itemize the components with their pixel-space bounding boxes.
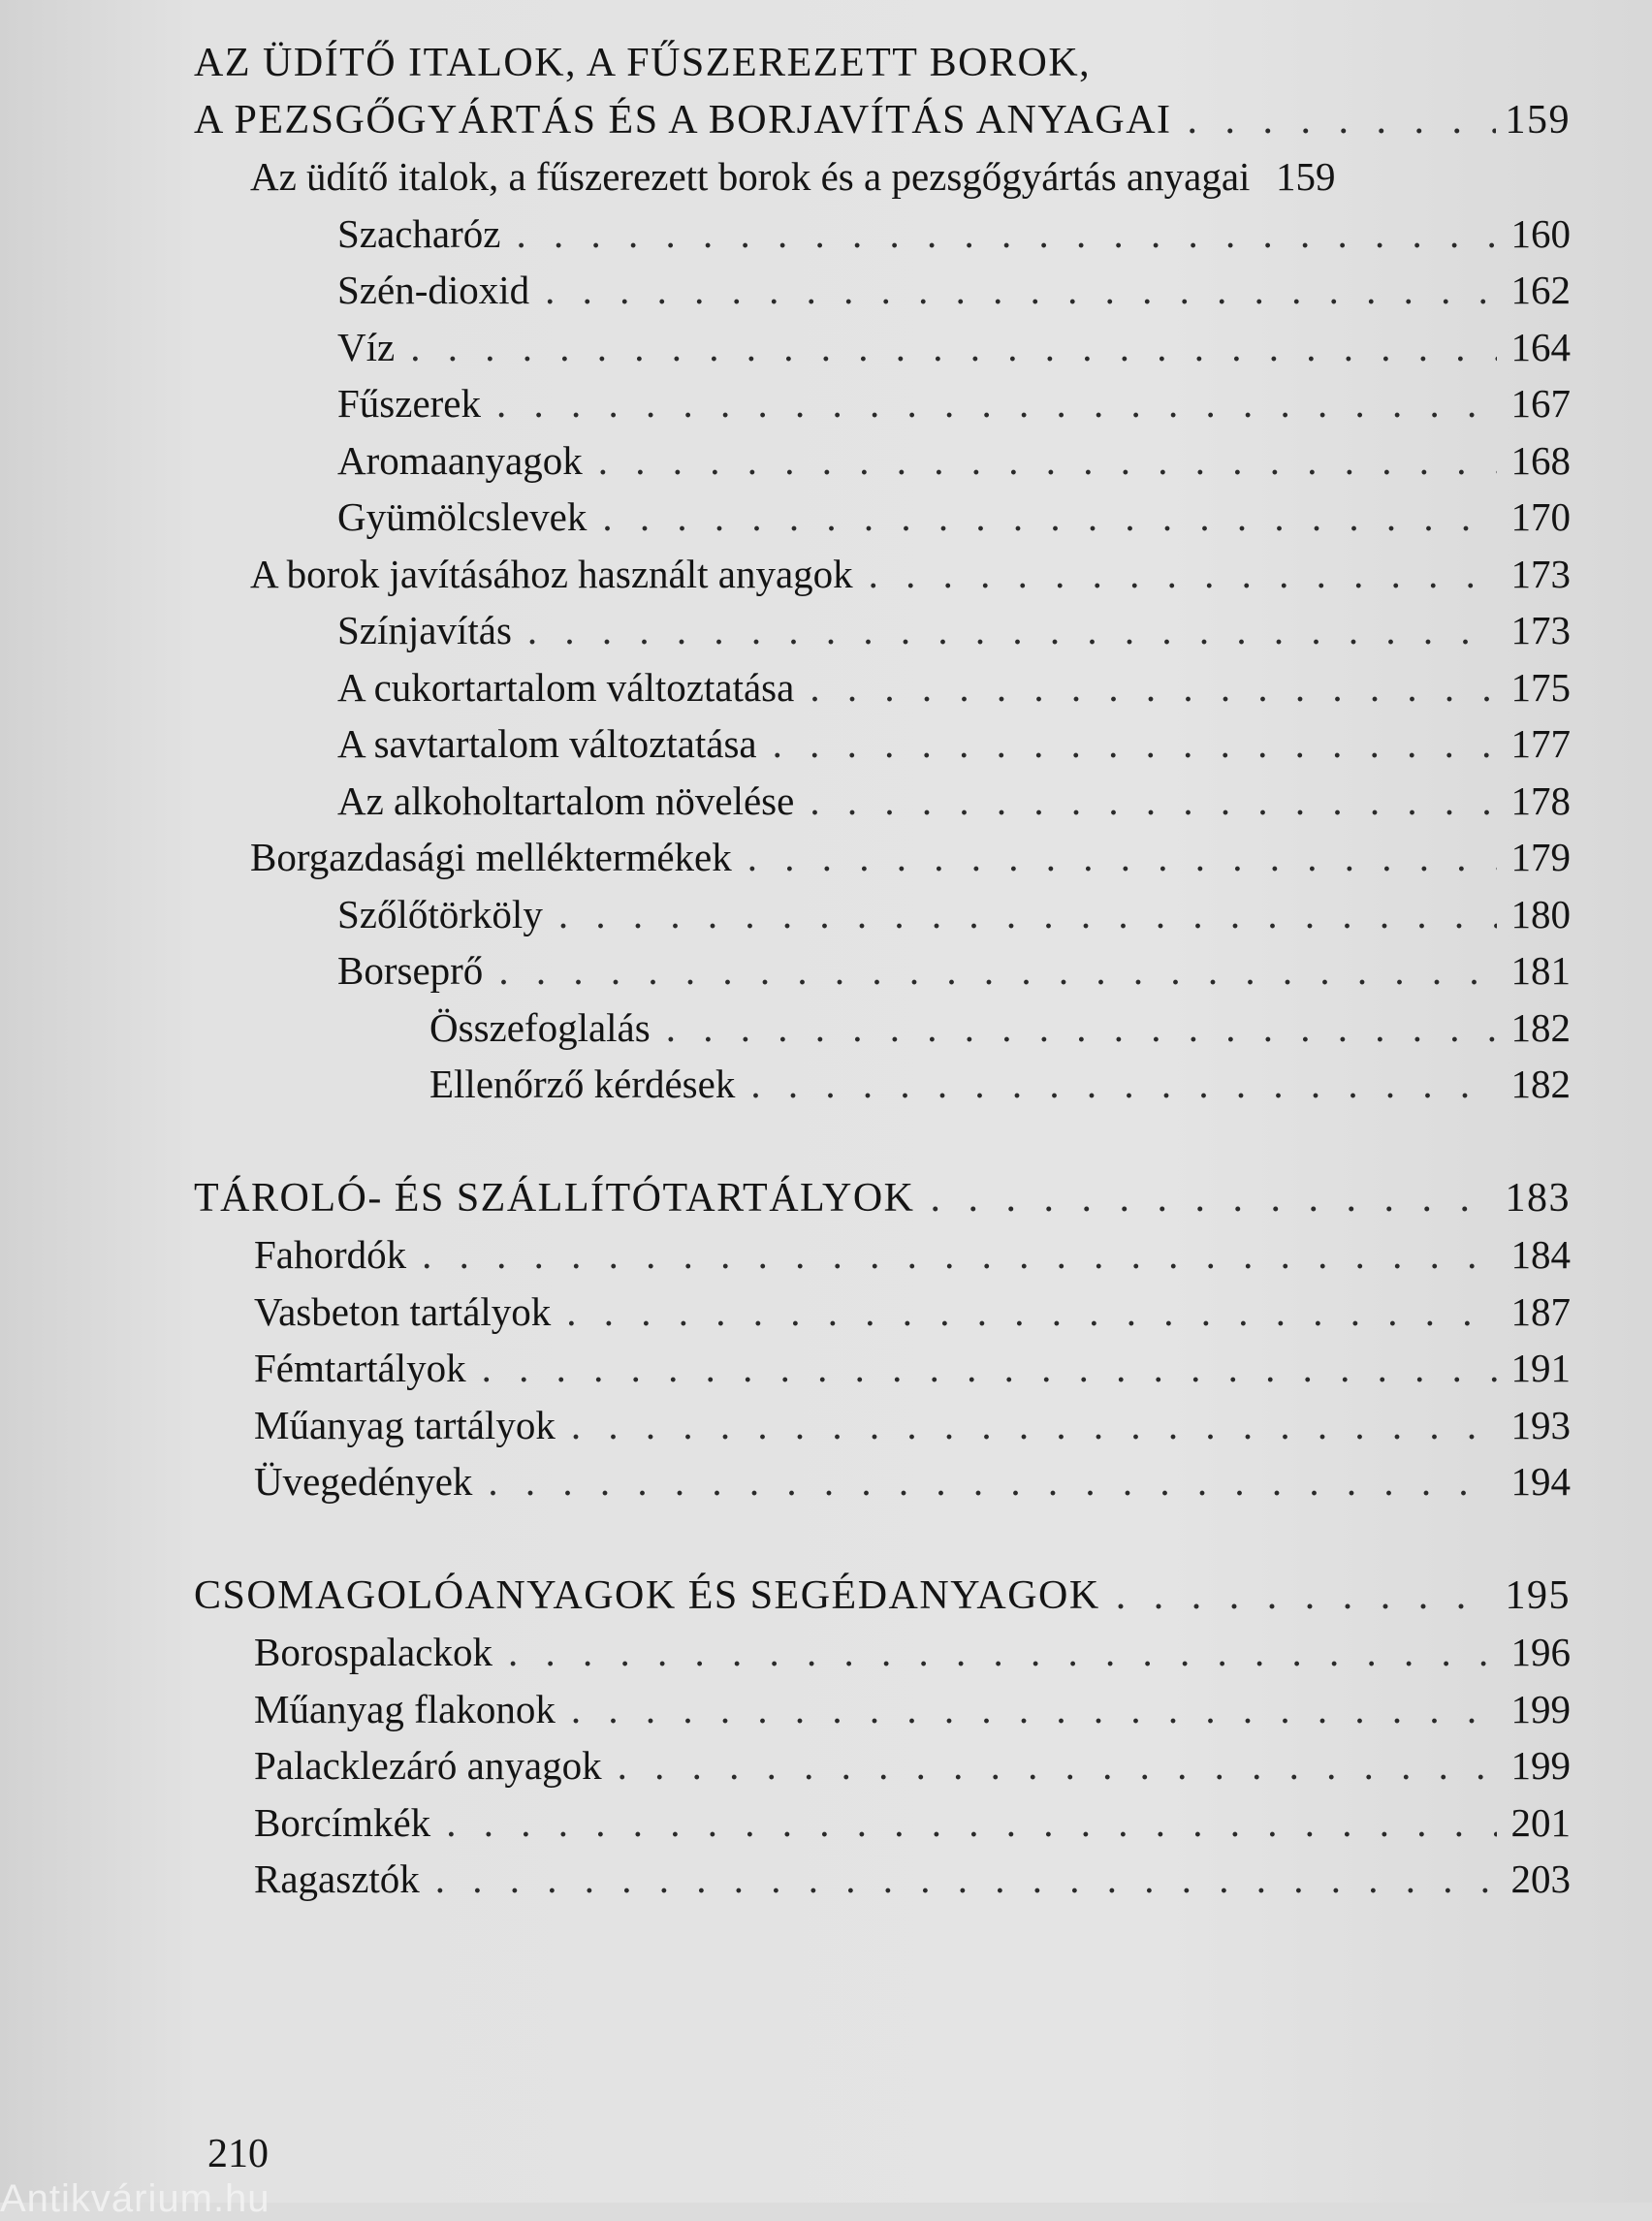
- entry-title: Műanyag tartályok: [254, 1402, 556, 1447]
- page-ref: 203: [1510, 1856, 1571, 1901]
- page-ref: 193: [1510, 1402, 1571, 1447]
- page-ref: 199: [1510, 1686, 1571, 1731]
- entry-title: Ellenőrző kérdések: [429, 1062, 736, 1106]
- dot-leader: [750, 1056, 1497, 1113]
- toc-entry: [194, 1226, 1571, 1284]
- page-ref: 191: [1510, 1346, 1571, 1390]
- dot-leader: [498, 942, 1497, 999]
- chapter-title: TÁROLÓ- ÉS SZÁLLÍTÓTARTÁLYOK: [194, 1175, 915, 1221]
- toc-chapter-entry: [194, 92, 1571, 149]
- toc-entry: [194, 432, 1571, 490]
- dot-leader: [931, 1170, 1496, 1227]
- toc-entry: [194, 1737, 1571, 1794]
- toc-entry: [194, 1681, 1571, 1738]
- dot-leader: [422, 1226, 1497, 1284]
- entry-title: Szén-dioxid: [337, 268, 530, 312]
- page-ref: 182: [1510, 1062, 1571, 1106]
- page-ref: 184: [1510, 1232, 1571, 1277]
- page-ref: 180: [1510, 891, 1571, 936]
- dot-leader: [773, 715, 1497, 773]
- entry-title: Borgazdasági melléktermékek: [250, 835, 732, 879]
- dot-leader: [747, 829, 1497, 886]
- toc-entry: [194, 715, 1571, 773]
- entry-title: Palacklezáró anyagok: [254, 1743, 602, 1788]
- dot-leader: [482, 1340, 1497, 1397]
- page-ref: 159: [1275, 154, 1336, 199]
- toc-entry: [194, 489, 1571, 546]
- page-ref: 173: [1510, 608, 1571, 652]
- page-ref: 179: [1510, 835, 1571, 879]
- dot-leader: [618, 1737, 1497, 1794]
- page-ref: 175: [1510, 664, 1571, 710]
- chapter-title: CSOMAGOLÓANYAGOK ÉS SEGÉDANYAGOK: [194, 1572, 1100, 1618]
- dot-leader: [488, 1453, 1497, 1510]
- entry-title: Az üdítő italok, a fűszerezett borok és a pezsgőgyártás anyagai: [250, 154, 1251, 199]
- dot-leader: [545, 262, 1497, 319]
- toc-entry: [194, 1453, 1571, 1510]
- dot-leader: [869, 546, 1497, 603]
- page-ref: 164: [1510, 324, 1571, 369]
- page-ref: 196: [1510, 1630, 1571, 1674]
- entry-title: Fémtartályok: [254, 1346, 466, 1390]
- entry-title: Az alkoholtartalom növelése: [337, 777, 795, 823]
- dot-leader: [516, 206, 1497, 263]
- toc-entry: [194, 602, 1571, 659]
- page-ref: 194: [1510, 1459, 1571, 1504]
- dot-leader: [666, 999, 1497, 1057]
- toc-chapter-entry: [194, 1170, 1571, 1227]
- entry-title: A borok javításához használt anyagok: [250, 551, 853, 596]
- toc-entry: [194, 1851, 1571, 1908]
- toc-entry: [194, 829, 1571, 886]
- page-ref: 173: [1510, 551, 1571, 596]
- dot-leader: [410, 319, 1497, 376]
- toc-entry: [194, 942, 1571, 999]
- dot-leader: [598, 432, 1497, 490]
- entry-title: Borseprő: [337, 948, 484, 993]
- toc-entry: [194, 1056, 1571, 1113]
- page-ref: 183: [1505, 1175, 1571, 1221]
- entry-title: Műanyag flakonok: [254, 1686, 556, 1731]
- dot-leader: [810, 773, 1497, 830]
- dot-leader: [496, 375, 1497, 432]
- toc-entry: [194, 1284, 1571, 1341]
- dot-leader: [508, 1624, 1497, 1681]
- dot-leader: [571, 1397, 1497, 1454]
- toc-entry: [194, 773, 1571, 830]
- page-ref: 159: [1505, 97, 1571, 143]
- page-ref: 181: [1510, 948, 1571, 993]
- entry-title: Borcímkék: [254, 1799, 431, 1845]
- entry-title: Színjavítás: [337, 608, 512, 652]
- chapter-title-line-2: A PEZSGŐGYÁRTÁS ÉS A BORJAVÍTÁS ANYAGAI: [194, 97, 1172, 143]
- entry-title: Fahordók: [254, 1232, 407, 1277]
- dot-leader: [446, 1794, 1497, 1852]
- dot-leader: [566, 1284, 1497, 1341]
- chapter-title-line-1: AZ ÜDÍTŐ ITALOK, A FŰSZEREZETT BOROK,: [194, 41, 1092, 85]
- toc-entry: [194, 546, 1571, 603]
- dot-leader: [1188, 92, 1496, 149]
- toc-entry: [194, 262, 1571, 319]
- page-ref: 160: [1510, 210, 1571, 256]
- page-number: 210: [207, 2132, 269, 2176]
- dot-leader: [527, 602, 1497, 659]
- toc-chapter-entry: [194, 1568, 1571, 1625]
- toc-entry: [194, 1340, 1571, 1397]
- toc-entry: [194, 1397, 1571, 1454]
- entry-title: Borospalackok: [254, 1630, 492, 1674]
- entry-title: Aromaanyagok: [337, 437, 583, 483]
- table-of-contents: [194, 35, 1571, 1908]
- page-ref: 182: [1510, 1004, 1571, 1050]
- entry-title: Üvegedények: [254, 1459, 473, 1504]
- page-ref: 167: [1510, 381, 1571, 426]
- page-ref: 177: [1510, 721, 1571, 766]
- page-ref: 201: [1510, 1799, 1571, 1845]
- entry-title: Szőlőtörköly: [337, 891, 543, 936]
- dot-leader: [602, 489, 1497, 546]
- dot-leader: [1116, 1568, 1496, 1625]
- page-ref: 195: [1505, 1572, 1571, 1618]
- entry-title: Fűszerek: [337, 381, 482, 426]
- toc-entry: [194, 206, 1571, 263]
- page-ref: 162: [1510, 268, 1571, 312]
- watermark: Antikvárium.hu: [0, 2177, 270, 2220]
- entry-title: A savtartalom változtatása: [337, 721, 757, 766]
- entry-title: Ragasztók: [254, 1856, 420, 1901]
- entry-title: Vasbeton tartályok: [254, 1288, 552, 1334]
- dot-leader: [571, 1681, 1497, 1738]
- page-ref: 168: [1510, 437, 1571, 483]
- dot-leader: [435, 1851, 1497, 1908]
- entry-title: Összefoglalás: [429, 1004, 651, 1050]
- entry-title: Szacharóz: [337, 210, 501, 256]
- toc-entry: [194, 375, 1571, 432]
- page-ref: 199: [1510, 1743, 1571, 1788]
- entry-title: Gyümölcslevek: [337, 494, 588, 539]
- page-ref: 178: [1510, 777, 1571, 823]
- toc-entry: [194, 999, 1571, 1057]
- toc-entry: [194, 886, 1571, 943]
- dot-leader: [558, 886, 1497, 943]
- page-ref: 170: [1510, 494, 1571, 539]
- toc-entry: [194, 1794, 1571, 1852]
- entry-title: Víz: [337, 324, 396, 369]
- toc-entry: [194, 148, 1571, 206]
- toc-entry: [194, 319, 1571, 376]
- entry-title: A cukortartalom változtatása: [337, 664, 795, 710]
- toc-entry: [194, 1624, 1571, 1681]
- page-ref: 187: [1510, 1288, 1571, 1334]
- toc-entry: [194, 659, 1571, 716]
- dot-leader: [810, 659, 1497, 716]
